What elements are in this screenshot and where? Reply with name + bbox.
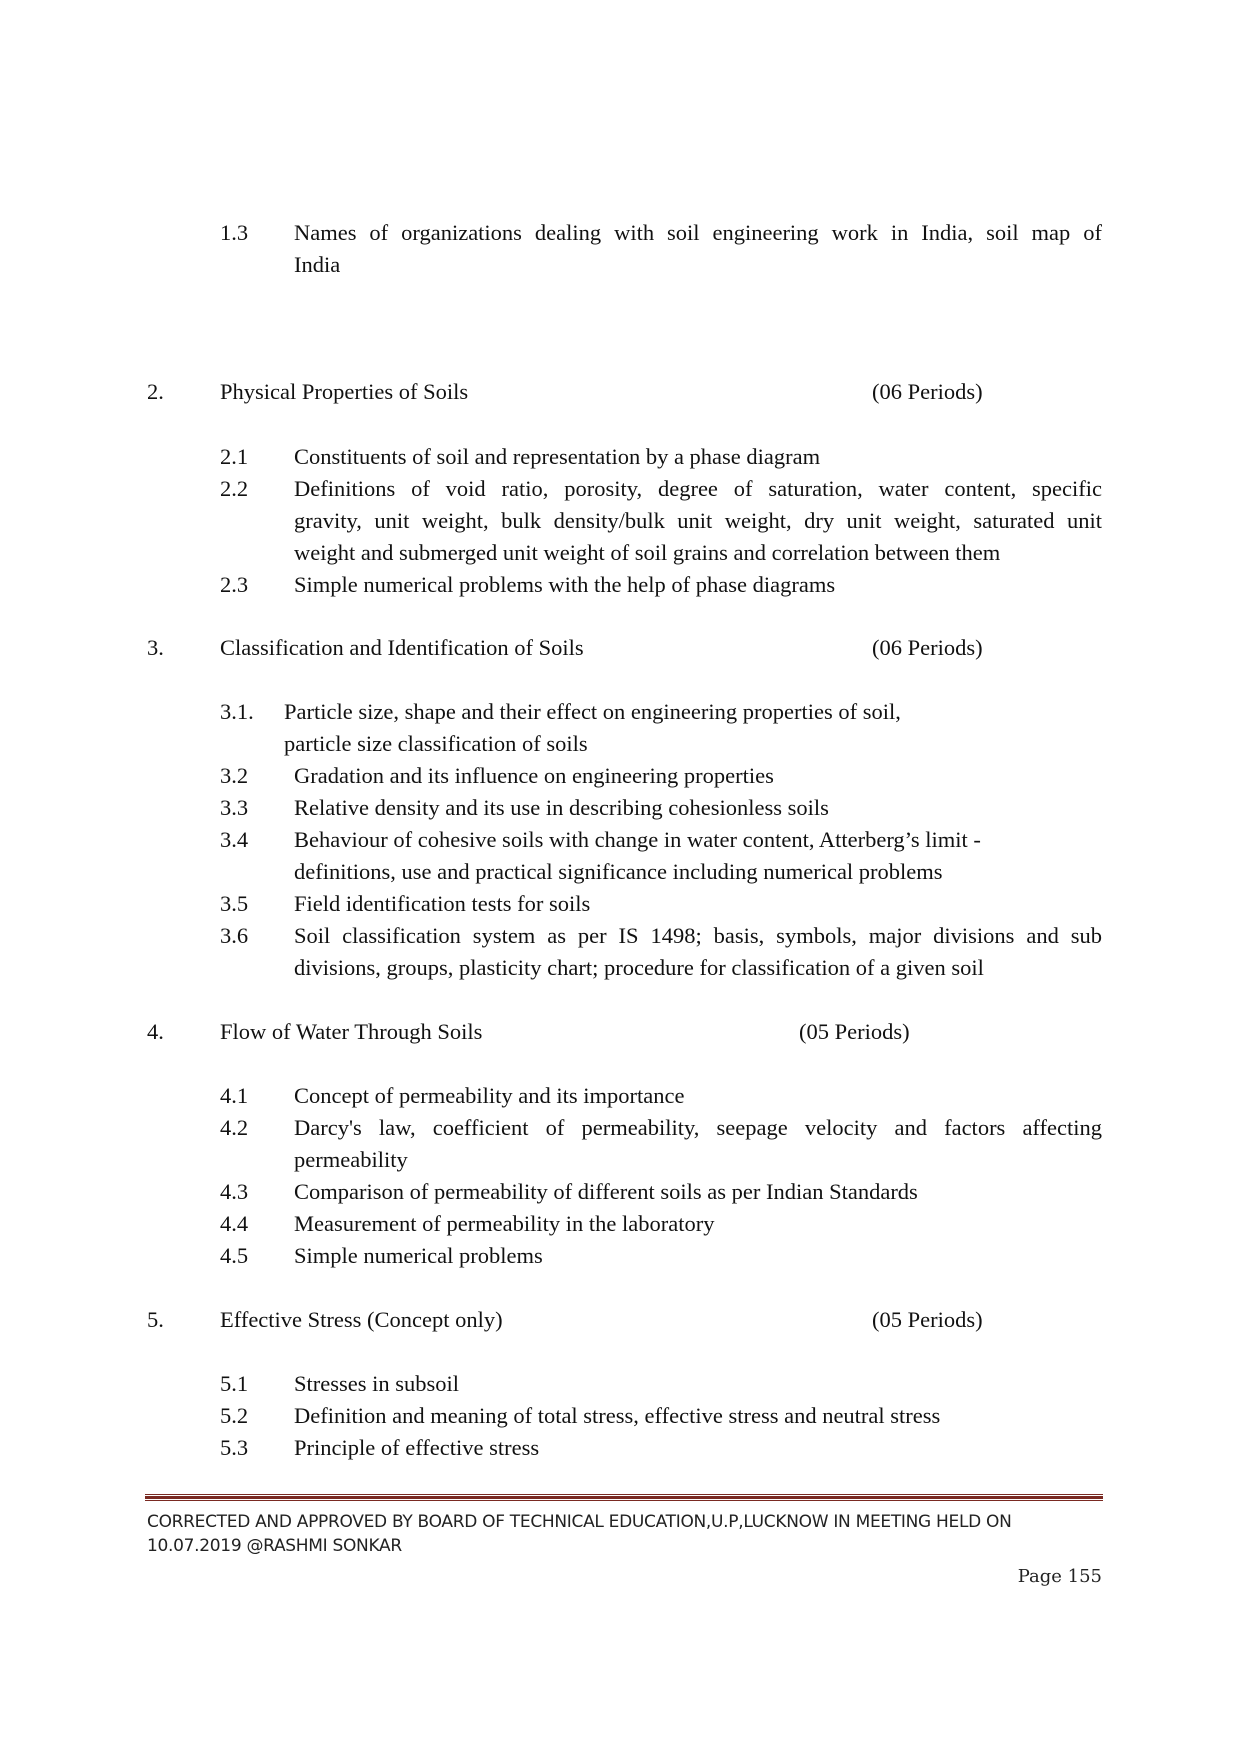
subtopic-text	[294, 1400, 1102, 1432]
subtopic-number: 4.1	[220, 1083, 249, 1108]
subtopic-number: 1.3	[220, 220, 249, 245]
subtopic-text	[294, 1368, 1102, 1400]
subtopic-number: 3.5	[220, 891, 249, 916]
footer-rule-thick	[145, 1496, 1103, 1499]
text-line: definitions, use and practical significance including numerical problems	[294, 859, 943, 884]
section-number: 3.	[147, 635, 164, 660]
section-title: Flow of Water Through Soils	[220, 1019, 483, 1044]
text-line: India	[294, 252, 341, 277]
subtopic-text	[294, 473, 1102, 569]
section-title: Physical Properties of Soils	[220, 379, 469, 404]
text-line: Relative density and its use in describing cohesionless soils	[294, 795, 829, 820]
text-line: gravity, unit weight, bulk density/bulk unit weight, dry unit weight, saturated unit	[294, 508, 1102, 533]
subtopic-text	[294, 1176, 1102, 1208]
text-line: Stresses in subsoil	[294, 1371, 460, 1396]
page-number: Page 155	[1017, 1566, 1102, 1587]
subtopic-text	[294, 441, 1102, 473]
text-line: particle size classification of soils	[284, 731, 588, 756]
footer-line: CORRECTED AND APPROVED BY BOARD OF TECHNICAL EDUCATION,U.P,LUCKNOW IN MEETING HELD ON	[147, 1512, 1012, 1532]
subtopic-number: 2.2	[220, 476, 249, 501]
subtopic-number: 5.3	[220, 1435, 249, 1460]
subtopic-text	[294, 920, 1102, 984]
subtopic-text	[294, 792, 1102, 824]
subtopic-number: 4.2	[220, 1115, 249, 1140]
section-periods: (05 Periods)	[799, 1019, 910, 1044]
text-line: Definitions of void ratio, porosity, degree of saturation, water content, specific	[294, 476, 1102, 501]
text-line: Concept of permeability and its importance	[294, 1083, 685, 1108]
text-line: Constituents of soil and representation by a phase diagram	[294, 444, 821, 469]
subtopic-text	[284, 696, 1092, 760]
subtopic-text	[294, 824, 1102, 888]
text-line: divisions, groups, plasticity chart; procedure for classification of a given soil	[294, 955, 984, 980]
subtopic-number: 4.4	[220, 1211, 249, 1236]
subtopic-text	[294, 888, 1102, 920]
section-title: Classification and Identification of Soils	[220, 635, 584, 660]
text-line: Soil classification system as per IS 1498; basis, symbols, major divisions and sub	[294, 923, 1102, 948]
footer-rule-thin	[145, 1494, 1103, 1495]
section-periods: (06 Periods)	[872, 635, 983, 660]
section-periods: (06 Periods)	[872, 379, 983, 404]
section-number: 5.	[147, 1307, 164, 1332]
text-line: Principle of effective stress	[294, 1435, 540, 1460]
subtopic-text	[294, 1112, 1102, 1176]
text-line: permeability	[294, 1147, 408, 1172]
subtopic-number: 5.1	[220, 1371, 249, 1396]
subtopic-text	[294, 1080, 1102, 1112]
section-title: Effective Stress (Concept only)	[220, 1307, 503, 1332]
text-line: Comparison of permeability of different soils as per Indian Standards	[294, 1179, 918, 1204]
subtopic-text	[294, 569, 1102, 601]
section-number: 2.	[147, 379, 164, 404]
subtopic-number: 5.2	[220, 1403, 249, 1428]
section-periods: (05 Periods)	[872, 1307, 983, 1332]
footer-line: 10.07.2019 @RASHMI SONKAR	[147, 1536, 402, 1556]
subtopic-number: 4.3	[220, 1179, 249, 1204]
footer-divider	[145, 1494, 1103, 1501]
subtopic-number: 3.6	[220, 923, 249, 948]
section-number: 4.	[147, 1019, 164, 1044]
text-line: Definition and meaning of total stress, effective stress and neutral stress	[294, 1403, 941, 1428]
subtopic-text	[294, 1432, 1102, 1464]
text-line: Darcy's law, coefficient of permeability, seepage velocity and factors affecting	[294, 1115, 1102, 1140]
subtopic-number: 2.1	[220, 444, 249, 469]
text-line: Measurement of permeability in the laboratory	[294, 1211, 715, 1236]
subtopic-number: 4.5	[220, 1243, 249, 1268]
subtopic-text	[294, 1240, 1102, 1272]
text-line: Gradation and its influence on engineering properties	[294, 763, 774, 788]
subtopic-number: 3.4	[220, 827, 249, 852]
text-line: Simple numerical problems with the help of phase diagrams	[294, 572, 836, 597]
text-line: weight and submerged unit weight of soil grains and correlation between them	[294, 540, 1001, 565]
subtopic-number: 3.2	[220, 763, 249, 788]
text-line: Field identification tests for soils	[294, 891, 591, 916]
text-line: Simple numerical problems	[294, 1243, 543, 1268]
subtopic-number: 2.3	[220, 572, 249, 597]
subtopic-text	[294, 760, 1102, 792]
subtopic-text	[294, 1208, 1102, 1240]
footer-rule-thin-bottom	[145, 1500, 1103, 1501]
text-line: Names of organizations dealing with soil engineering work in India, soil map of	[294, 220, 1102, 245]
footer-approval-text	[147, 1510, 1105, 1558]
text-line: Particle size, shape and their effect on engineering properties of soil,	[284, 699, 901, 724]
subtopic-number: 3.1.	[220, 699, 254, 724]
subtopic-number: 3.3	[220, 795, 249, 820]
subtopic-text	[294, 217, 1102, 281]
text-line: Behaviour of cohesive soils with change in water content, Atterberg’s limit -	[294, 827, 981, 852]
